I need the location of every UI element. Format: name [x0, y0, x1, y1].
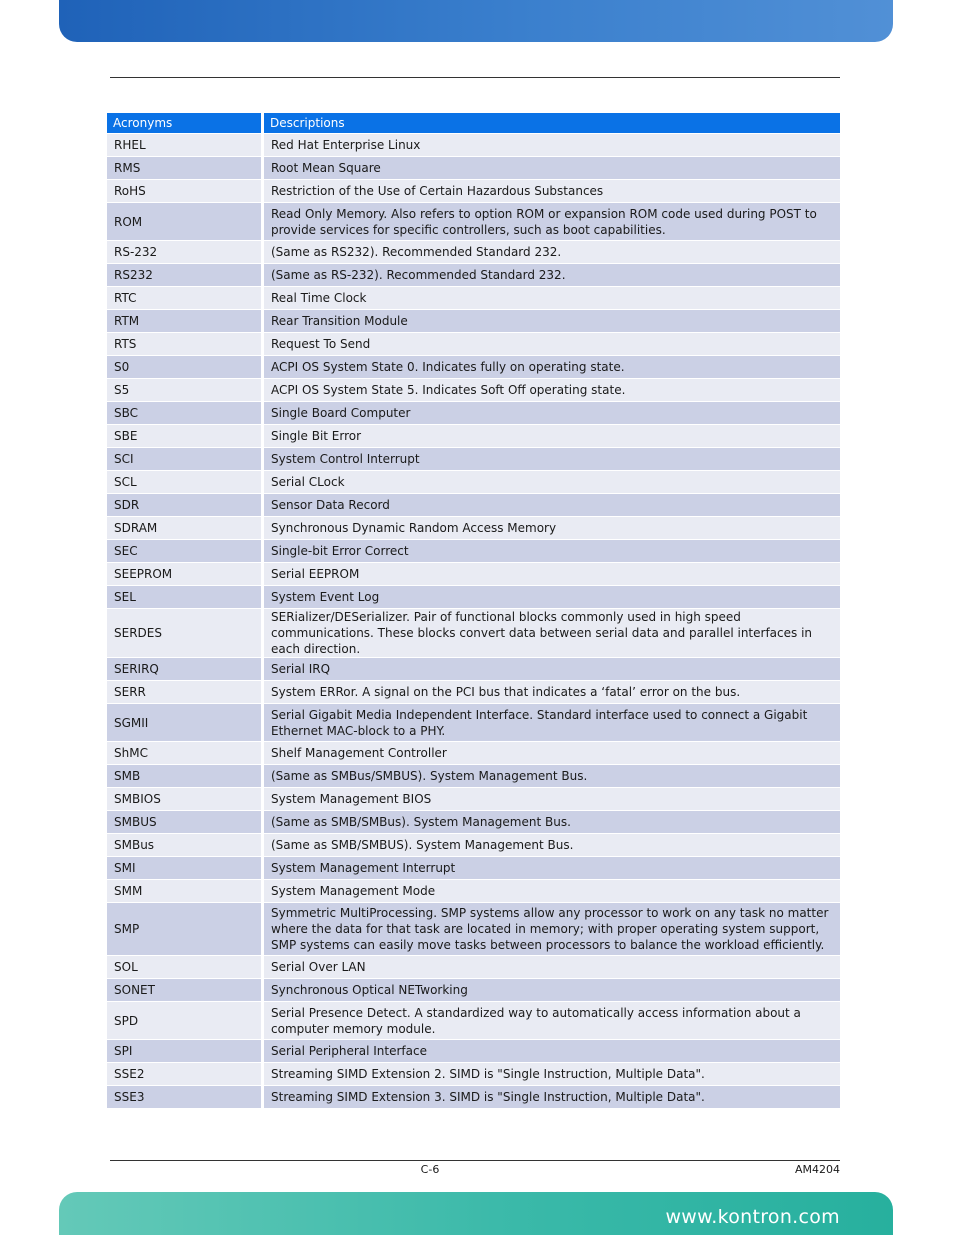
description-cell: Streaming SIMD Extension 2. SIMD is "Single Instruction, Multiple Data". — [264, 1063, 840, 1086]
acronym-cell: SONET — [107, 979, 264, 1002]
acronym-cell: ROM — [107, 203, 264, 241]
description-cell: System Control Interrupt — [264, 448, 840, 471]
column-header-descriptions: Descriptions — [264, 113, 840, 134]
description-cell: Serial CLock — [264, 471, 840, 494]
acronym-cell: SEL — [107, 586, 264, 609]
description-cell: SERializer/DESerializer. Pair of functional blocks commonly used in high speed communications. These blocks convert data between serial data and parallel interfaces in each direction. — [264, 609, 840, 658]
table-row — [107, 157, 840, 180]
acronym-cell: RS232 — [107, 264, 264, 287]
acronym-cell: SERR — [107, 681, 264, 704]
description-cell: System Management BIOS — [264, 788, 840, 811]
table-row — [107, 203, 840, 241]
acronym-cell: SEC — [107, 540, 264, 563]
acronym-cell: SMP — [107, 903, 264, 956]
description-cell: Shelf Management Controller — [264, 742, 840, 765]
table-header-row — [107, 113, 840, 134]
acronym-cell: SMBIOS — [107, 788, 264, 811]
acronym-cell: SSE3 — [107, 1086, 264, 1109]
table-row — [107, 471, 840, 494]
table-row — [107, 857, 840, 880]
description-cell: Single Bit Error — [264, 425, 840, 448]
acronym-cell: SMI — [107, 857, 264, 880]
description-cell: Rear Transition Module — [264, 310, 840, 333]
table-row — [107, 1002, 840, 1040]
acronym-cell: SMB — [107, 765, 264, 788]
table-row — [107, 765, 840, 788]
column-header-acronyms: Acronyms — [107, 113, 264, 134]
table-row — [107, 979, 840, 1002]
table-row — [107, 586, 840, 609]
description-cell: Single Board Computer — [264, 402, 840, 425]
table-row — [107, 356, 840, 379]
acronym-cell: SERDES — [107, 609, 264, 658]
table-row — [107, 1086, 840, 1109]
description-cell: (Same as SMB/SMBUS). System Management Bus. — [264, 834, 840, 857]
table-row — [107, 704, 840, 742]
table-row — [107, 379, 840, 402]
table-row — [107, 494, 840, 517]
table-row — [107, 180, 840, 203]
description-cell: Serial Gigabit Media Independent Interface. Standard interface used to connect a Gigabit Ethernet MAC-block to a PHY. — [264, 704, 840, 742]
acronym-cell: RTS — [107, 333, 264, 356]
description-cell: ACPI OS System State 5. Indicates Soft Off operating state. — [264, 379, 840, 402]
description-cell: System Event Log — [264, 586, 840, 609]
acronym-cell: SDR — [107, 494, 264, 517]
table-row — [107, 609, 840, 658]
description-cell: Read Only Memory. Also refers to option ROM or expansion ROM code used during POST to provide services for specific controllers, such as boot capabilities. — [264, 203, 840, 241]
header-divider — [110, 77, 840, 78]
page-number: C-6 — [420, 1163, 440, 1176]
table-row — [107, 834, 840, 857]
table-row — [107, 880, 840, 903]
table-body — [107, 134, 840, 1109]
table-row — [107, 956, 840, 979]
description-cell: Symmetric MultiProcessing. SMP systems allow any processor to work on any task no matter where the data for that task are located in memory; with proper operating system support, SMP systems can easily move tasks between processors to balance the workload efficiently. — [264, 903, 840, 956]
table-row — [107, 540, 840, 563]
table-row — [107, 333, 840, 356]
acronym-cell: ShMC — [107, 742, 264, 765]
description-cell: System ERRor. A signal on the PCI bus that indicates a ‘fatal’ error on the bus. — [264, 681, 840, 704]
table-row — [107, 1063, 840, 1086]
acronym-cell: SPD — [107, 1002, 264, 1040]
acronym-cell: RS-232 — [107, 241, 264, 264]
acronym-cell: S0 — [107, 356, 264, 379]
acronym-cell: SBE — [107, 425, 264, 448]
table-row — [107, 241, 840, 264]
acronym-cell: SCL — [107, 471, 264, 494]
description-cell: Single-bit Error Correct — [264, 540, 840, 563]
description-cell: Streaming SIMD Extension 3. SIMD is "Single Instruction, Multiple Data". — [264, 1086, 840, 1109]
table-row — [107, 310, 840, 333]
header-banner — [59, 0, 893, 42]
description-cell: Sensor Data Record — [264, 494, 840, 517]
description-cell: Synchronous Dynamic Random Access Memory — [264, 517, 840, 540]
table-row — [107, 264, 840, 287]
table-row — [107, 811, 840, 834]
acronym-cell: SMBUS — [107, 811, 264, 834]
acronym-cell: SDRAM — [107, 517, 264, 540]
description-cell: (Same as SMBus/SMBUS). System Management Bus. — [264, 765, 840, 788]
website-link[interactable]: www.kontron.com — [665, 1206, 840, 1228]
acronym-cell: RMS — [107, 157, 264, 180]
acronym-cell: RoHS — [107, 180, 264, 203]
table-row — [107, 402, 840, 425]
description-cell: Serial EEPROM — [264, 563, 840, 586]
acronyms-table — [107, 113, 840, 1109]
acronym-cell: SOL — [107, 956, 264, 979]
description-cell: Serial Presence Detect. A standardized way to automatically access information about a computer memory module. — [264, 1002, 840, 1040]
acronym-cell: SBC — [107, 402, 264, 425]
description-cell: (Same as SMB/SMBus). System Management Bus. — [264, 811, 840, 834]
table-row — [107, 287, 840, 310]
table-row — [107, 903, 840, 956]
description-cell: Real Time Clock — [264, 287, 840, 310]
table-row — [107, 742, 840, 765]
table-row — [107, 517, 840, 540]
acronym-cell: SERIRQ — [107, 658, 264, 681]
description-cell: Serial IRQ — [264, 658, 840, 681]
acronym-cell: SCI — [107, 448, 264, 471]
table-row — [107, 1040, 840, 1063]
description-cell: Root Mean Square — [264, 157, 840, 180]
table-row — [107, 563, 840, 586]
description-cell: System Management Mode — [264, 880, 840, 903]
description-cell: Synchronous Optical NETworking — [264, 979, 840, 1002]
description-cell: (Same as RS-232). Recommended Standard 232. — [264, 264, 840, 287]
description-cell: Request To Send — [264, 333, 840, 356]
acronym-cell: SPI — [107, 1040, 264, 1063]
table-row — [107, 788, 840, 811]
description-cell: Serial Over LAN — [264, 956, 840, 979]
description-cell: (Same as RS232). Recommended Standard 232. — [264, 241, 840, 264]
acronym-cell: SGMII — [107, 704, 264, 742]
acronym-cell: SMBus — [107, 834, 264, 857]
document-id: AM4204 — [794, 1163, 840, 1176]
acronym-cell: RTC — [107, 287, 264, 310]
footer-divider — [110, 1160, 840, 1161]
table-row — [107, 658, 840, 681]
description-cell: Serial Peripheral Interface — [264, 1040, 840, 1063]
acronym-cell: SSE2 — [107, 1063, 264, 1086]
acronym-cell: SMM — [107, 880, 264, 903]
description-cell: ACPI OS System State 0. Indicates fully on operating state. — [264, 356, 840, 379]
table-row — [107, 448, 840, 471]
acronym-cell: RHEL — [107, 134, 264, 157]
table-row — [107, 134, 840, 157]
description-cell: System Management Interrupt — [264, 857, 840, 880]
description-cell: Restriction of the Use of Certain Hazardous Substances — [264, 180, 840, 203]
table-row — [107, 681, 840, 704]
acronym-cell: RTM — [107, 310, 264, 333]
description-cell: Red Hat Enterprise Linux — [264, 134, 840, 157]
table-row — [107, 425, 840, 448]
acronym-cell: S5 — [107, 379, 264, 402]
acronym-cell: SEEPROM — [107, 563, 264, 586]
